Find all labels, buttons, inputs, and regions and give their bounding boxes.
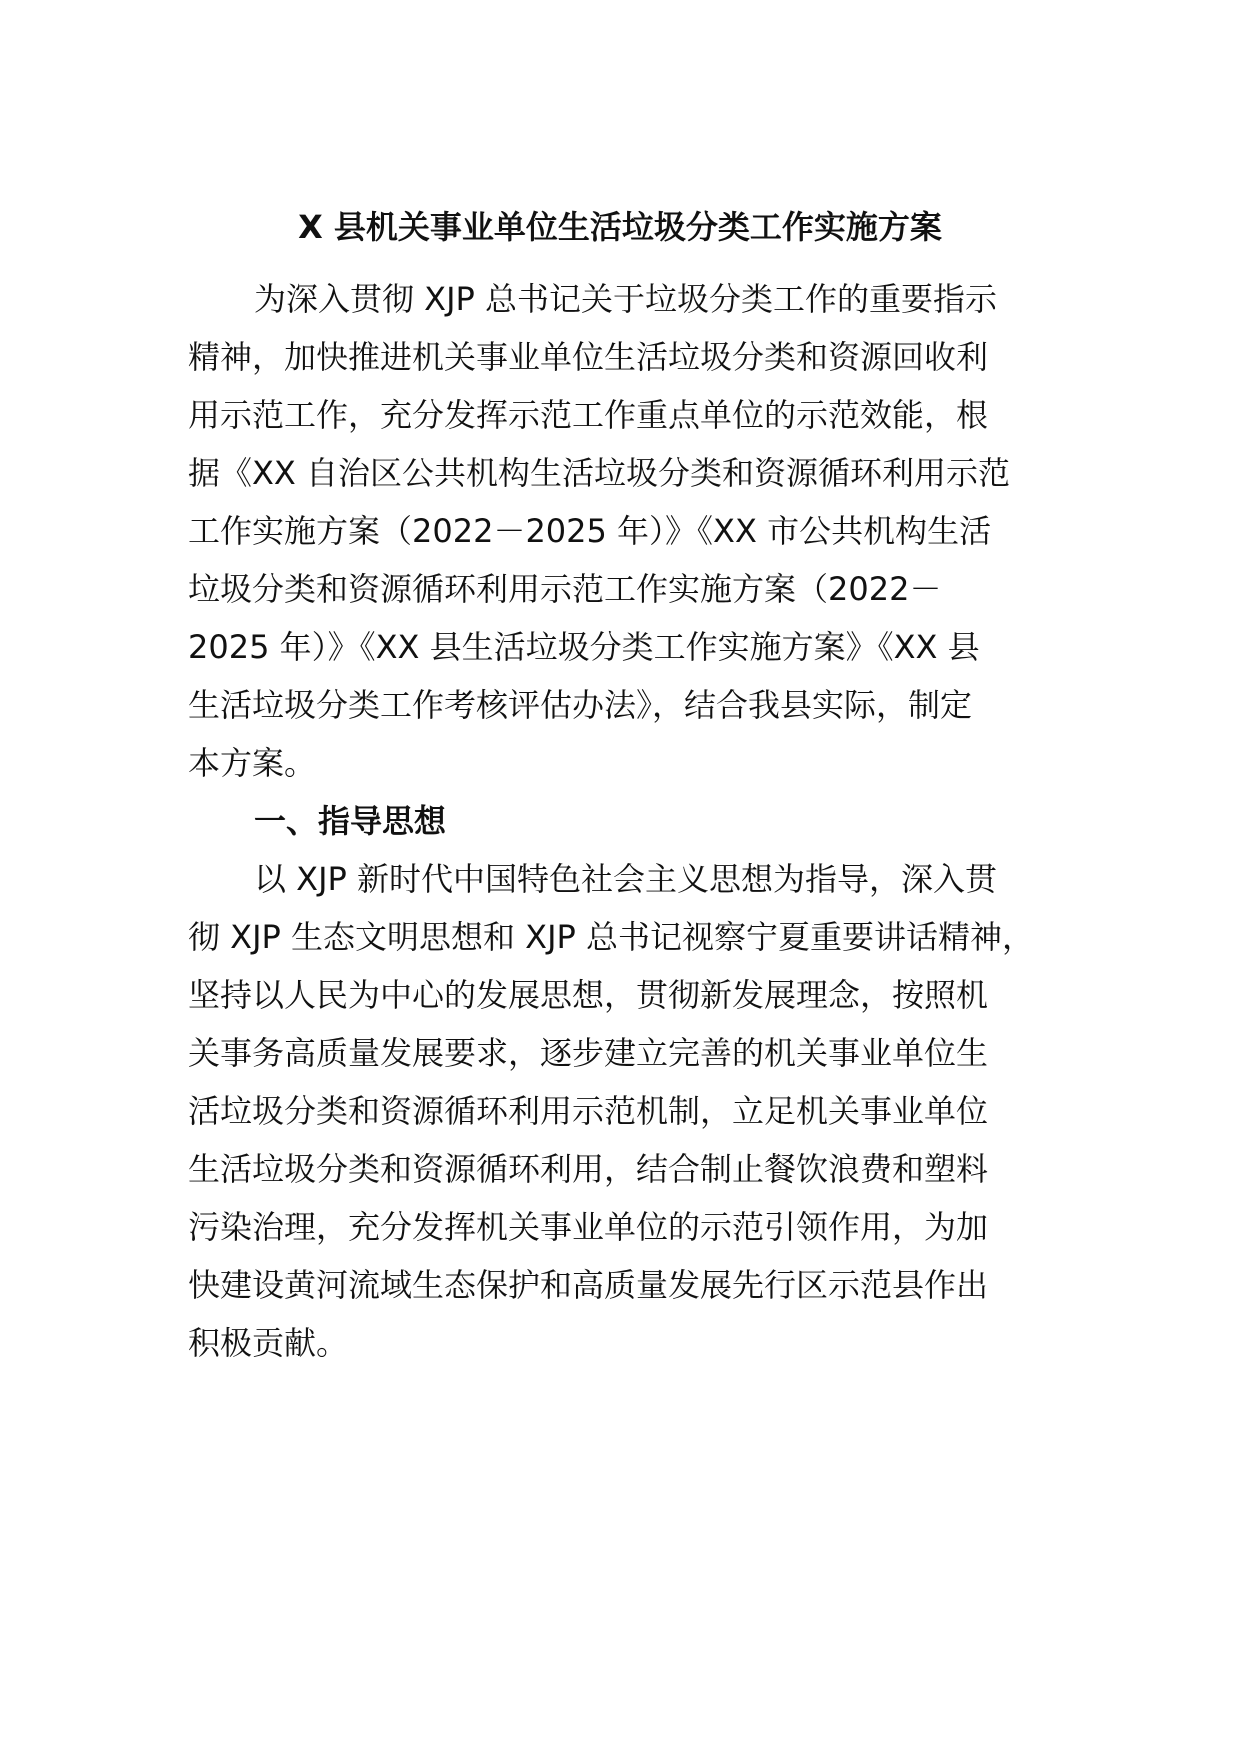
intro-line-2: 精神，加快推进机关事业单位生活垃圾分类和资源回收利 <box>188 338 989 376</box>
section1-line-5: 活垃圾分类和资源循环利用示范机制，立足机关事业单位 <box>188 1092 989 1130</box>
intro-line-1: 为深入贯彻 XJP 总书记关于垃圾分类工作的重要指示 <box>254 280 998 318</box>
section1-line-2: 彻 XJP 生态文明思想和 XJP 总书记视察宁夏重要讲话精神， <box>188 918 1035 956</box>
intro-line-8: 生活垃圾分类工作考核评估办法》，结合我县实际，制定 <box>188 686 973 724</box>
section-heading-guiding-ideology: 一、指导思想 <box>254 802 447 840</box>
section1-line-3: 坚持以人民为中心的发展思想，贯彻新发展理念，按照机 <box>188 976 989 1014</box>
section1-line-4: 关事务高质量发展要求，逐步建立完善的机关事业单位生 <box>188 1034 989 1072</box>
section1-line-8: 快建设黄河流域生态保护和高质量发展先行区示范县作出 <box>188 1266 989 1304</box>
intro-line-7: 2025 年）》《XX 县生活垃圾分类工作实施方案》《XX 县 <box>188 628 980 666</box>
intro-line-9: 本方案。 <box>188 744 317 782</box>
document-title: X 县机关事业单位生活垃圾分类工作实施方案 <box>298 208 942 246</box>
intro-line-4: 据《XX 自治区公共机构生活垃圾分类和资源循环利用示范 <box>188 454 1011 492</box>
section1-line-6: 生活垃圾分类和资源循环利用，结合制止餐饮浪费和塑料 <box>188 1150 989 1188</box>
section1-line-9: 积极贡献。 <box>188 1324 349 1362</box>
intro-line-5: 工作实施方案（2022－2025 年）》《XX 市公共机构生活 <box>188 512 992 550</box>
section1-line-1: 以 XJP 新时代中国特色社会主义思想为指导，深入贯 <box>254 860 998 898</box>
intro-line-3: 用示范工作，充分发挥示范工作重点单位的示范效能，根 <box>188 396 989 434</box>
section1-line-7: 污染治理，充分发挥机关事业单位的示范引领作用，为加 <box>188 1208 989 1246</box>
intro-line-6: 垃圾分类和资源循环利用示范工作实施方案（2022－ <box>188 570 942 608</box>
